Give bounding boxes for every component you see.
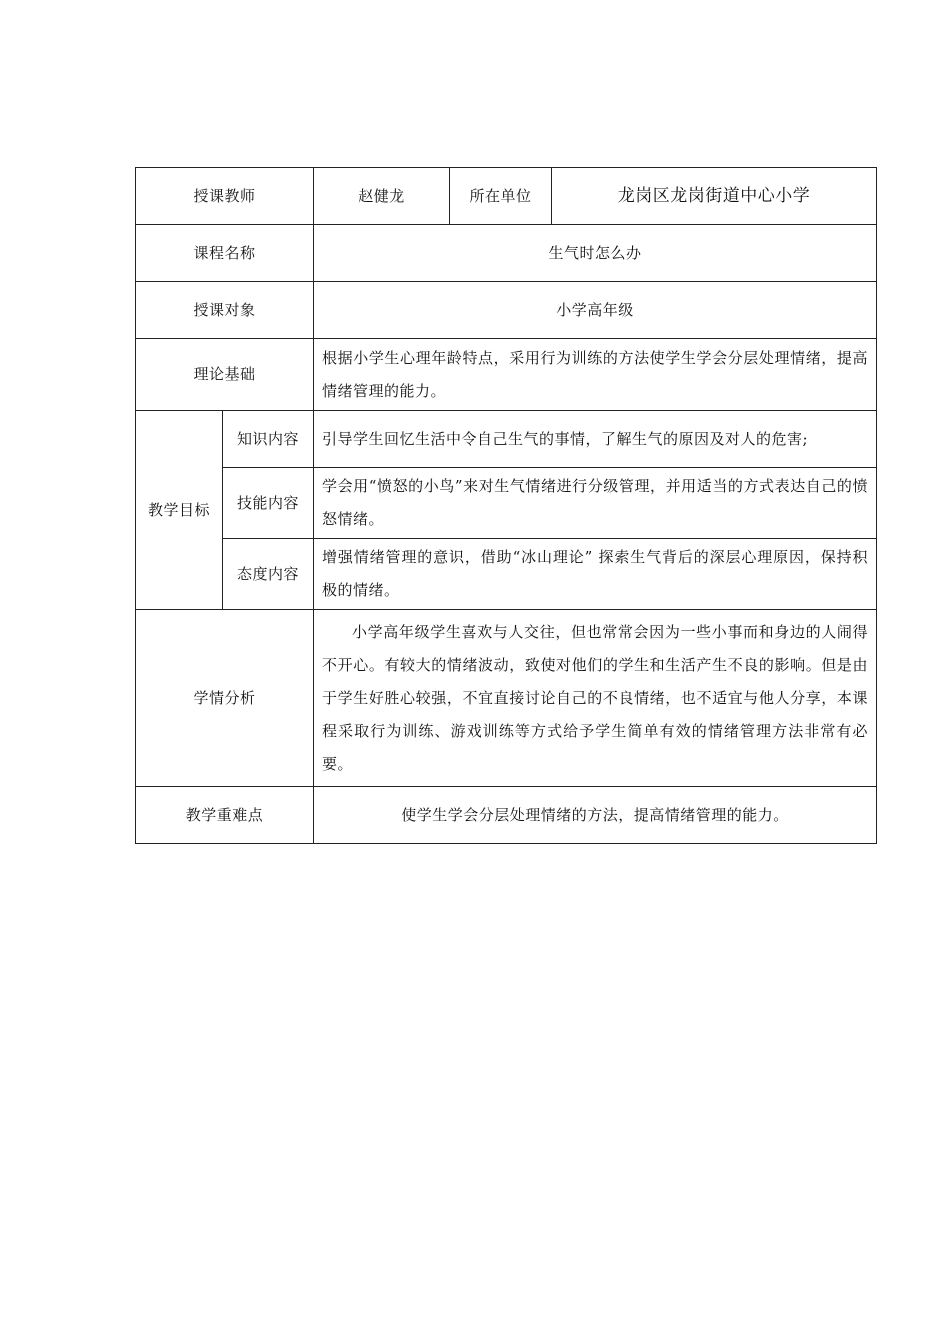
skill-value: 学会用“愤怒的小鸟”来对生气情绪进行分级管理，并用适当的方式表达自己的愤怒情绪。 bbox=[314, 468, 877, 539]
unit-label: 所在单位 bbox=[450, 168, 552, 225]
course-row bbox=[136, 225, 877, 282]
knowledge-value: 引导学生回忆生活中令自己生气的事情，了解生气的原因及对人的危害; bbox=[314, 411, 877, 468]
goal-attitude-row bbox=[136, 539, 877, 610]
attitude-value: 增强情绪管理的意识，借助“冰山理论” 探索生气背后的深层心理原因，保持积极的情绪。 bbox=[314, 539, 877, 610]
teacher-label: 授课教师 bbox=[136, 168, 314, 225]
teacher-name: 赵健龙 bbox=[314, 168, 450, 225]
lesson-plan-table bbox=[135, 167, 877, 844]
analysis-value: 小学高年级学生喜欢与人交往，但也常常会因为一些小事而和身边的人闹得不开心。有较大的情绪波动，致使对他们的学生和生活产生不良的影响。但是由于学生好胜心较强，不宜直接讨论自己的不良情绪，也不适宜与他人分享，本课程采取行为训练、游戏训练等方式给予学生简单有效的情绪管理方法非常有必要。 bbox=[314, 610, 877, 787]
keypoints-row bbox=[136, 787, 877, 844]
knowledge-label: 知识内容 bbox=[223, 411, 314, 468]
analysis-row bbox=[136, 610, 877, 787]
course-value: 生气时怎么办 bbox=[314, 225, 877, 282]
goal-skill-row bbox=[136, 468, 877, 539]
keypoints-value: 使学生学会分层处理情绪的方法，提高情绪管理的能力。 bbox=[314, 787, 877, 844]
analysis-label: 学情分析 bbox=[136, 610, 314, 787]
keypoints-label: 教学重难点 bbox=[136, 787, 314, 844]
goals-label: 教学目标 bbox=[136, 411, 223, 610]
audience-label: 授课对象 bbox=[136, 282, 314, 339]
course-label: 课程名称 bbox=[136, 225, 314, 282]
attitude-label: 态度内容 bbox=[223, 539, 314, 610]
teacher-row bbox=[136, 168, 877, 225]
goal-knowledge-row bbox=[136, 411, 877, 468]
audience-row bbox=[136, 282, 877, 339]
skill-label: 技能内容 bbox=[223, 468, 314, 539]
theory-value: 根据小学生心理年龄特点，采用行为训练的方法使学生学会分层处理情绪，提高情绪管理的能力。 bbox=[314, 339, 877, 411]
unit-value: 龙岗区龙岗街道中心小学 bbox=[552, 168, 877, 225]
theory-label: 理论基础 bbox=[136, 339, 314, 411]
audience-value: 小学高年级 bbox=[314, 282, 877, 339]
theory-row bbox=[136, 339, 877, 411]
